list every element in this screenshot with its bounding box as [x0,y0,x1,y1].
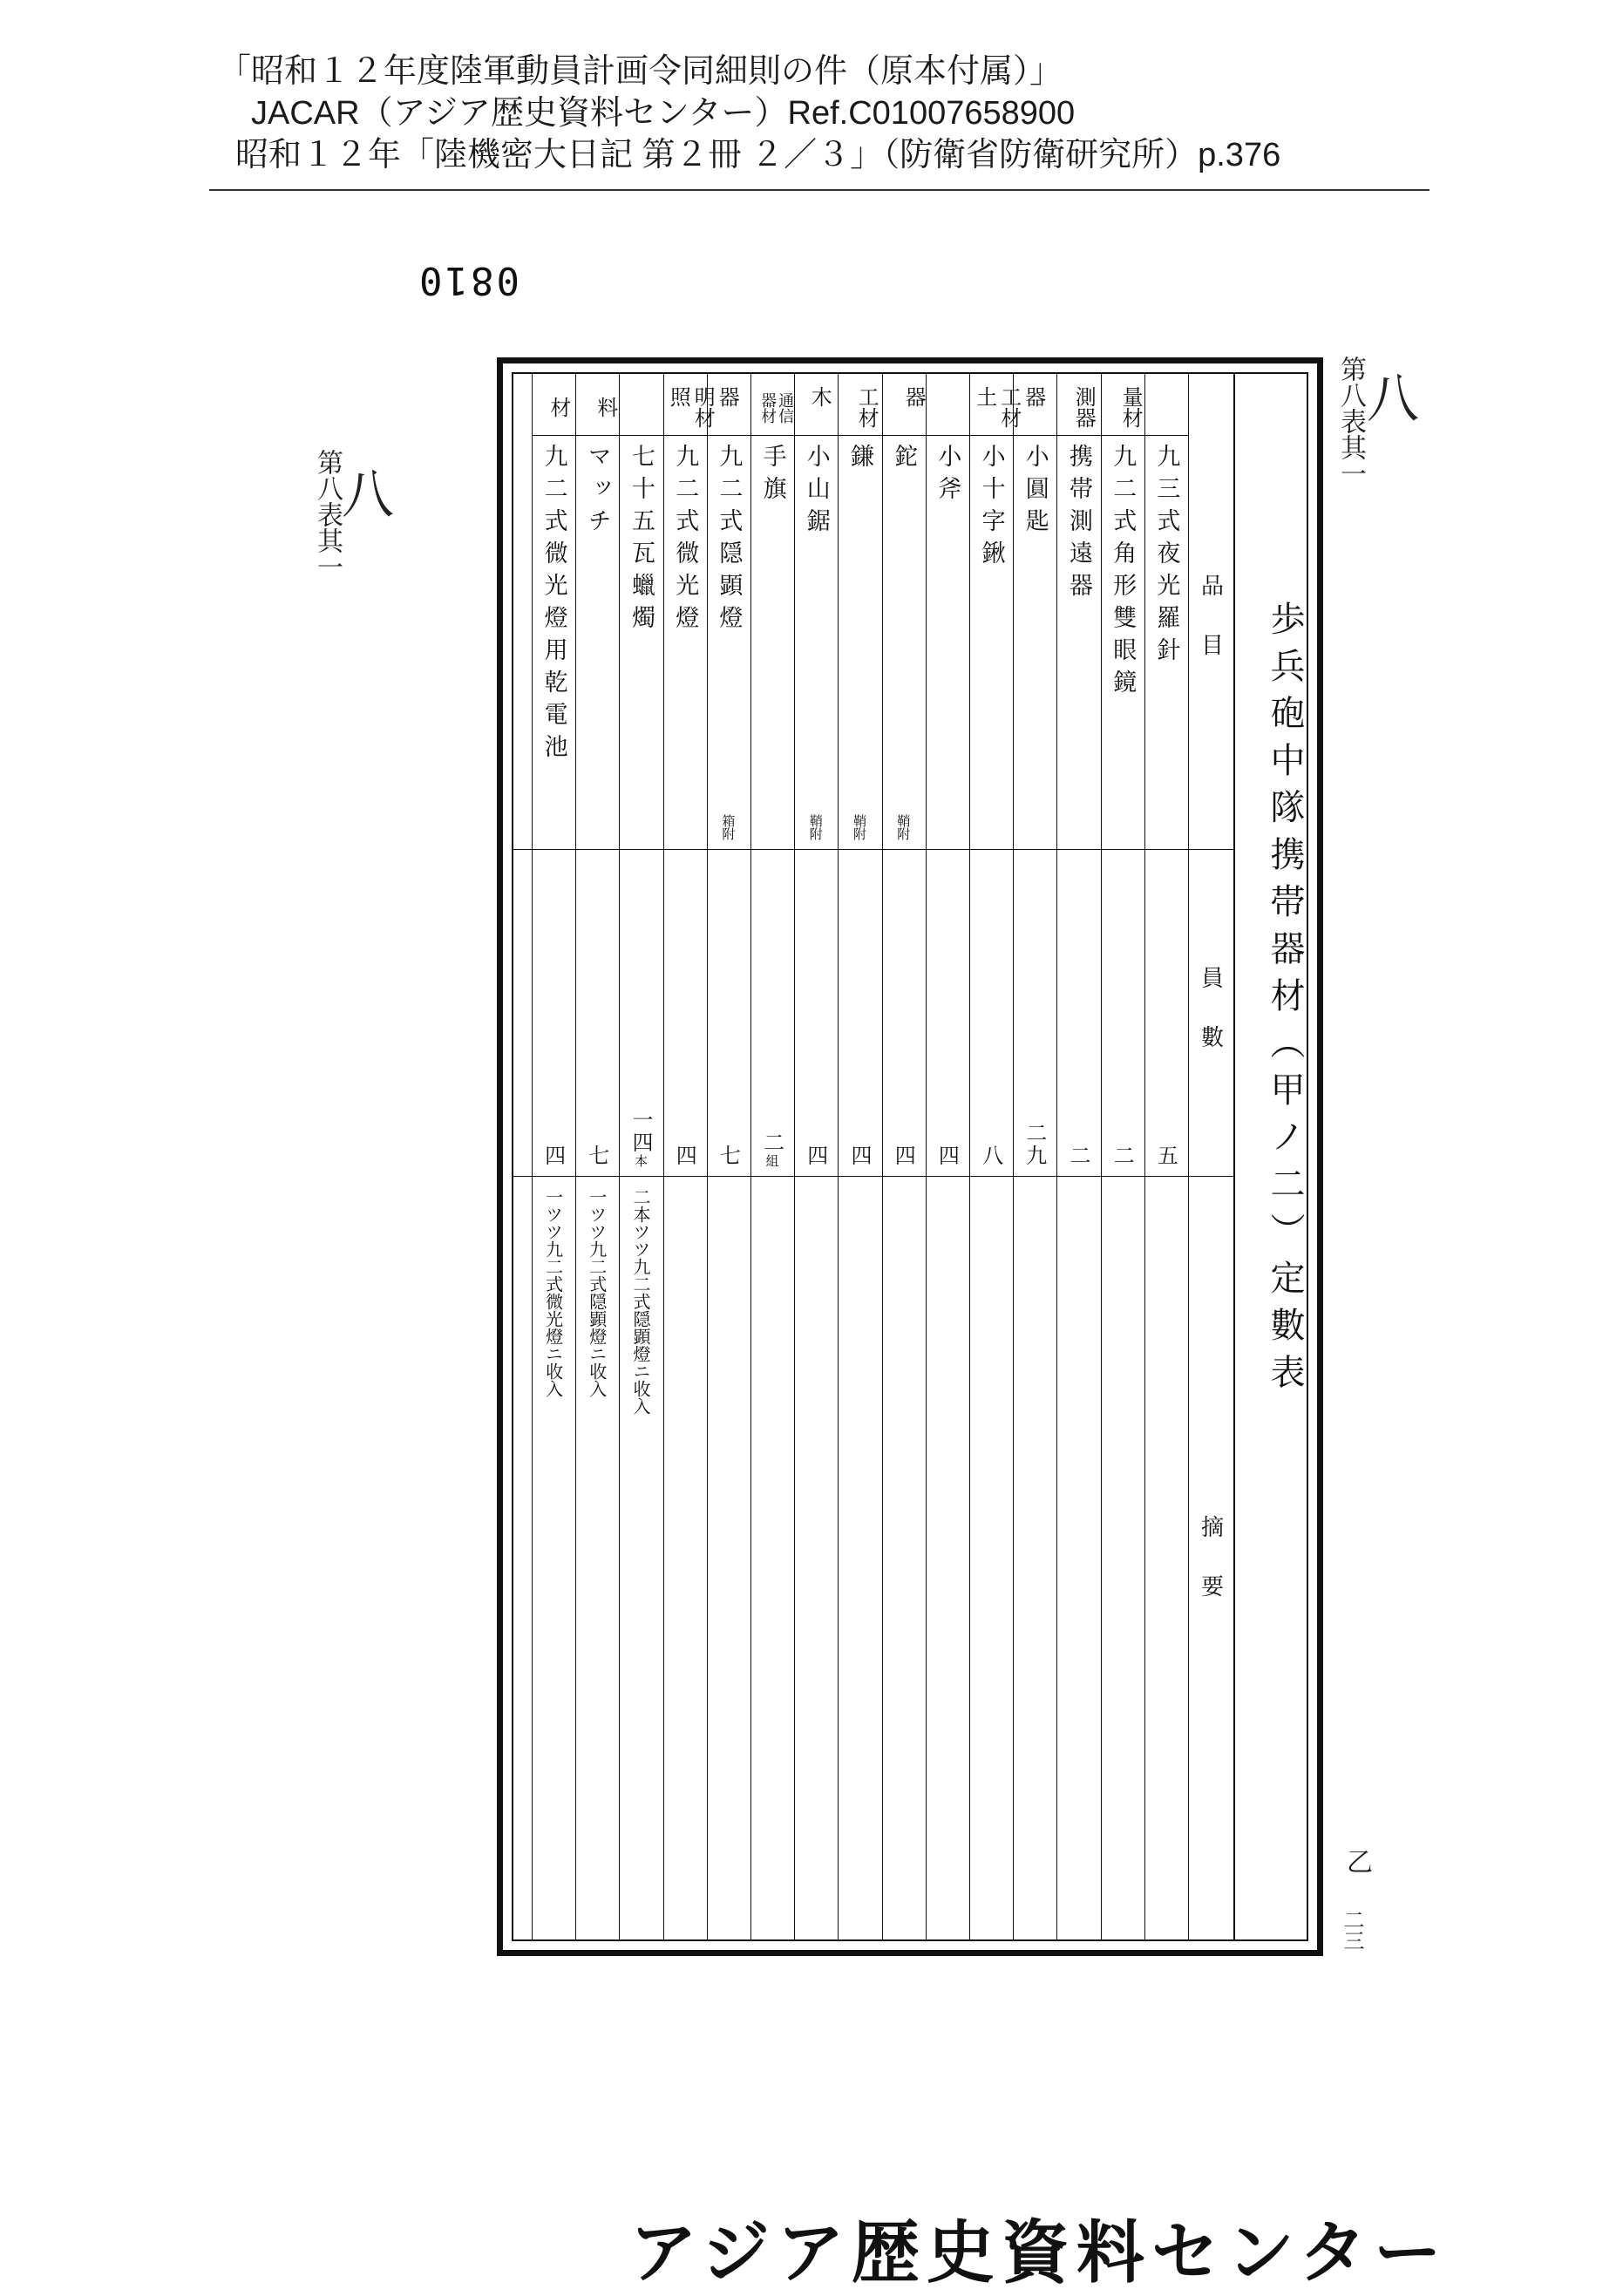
column-line [532,374,533,1939]
citation-reference: JACAR（アジア歴史資料センター）Ref.C01007658900 [251,95,1076,132]
item-name [756,444,789,840]
group-band-line [794,435,969,436]
quantity-value: 四 [672,1145,697,1167]
item-sub-label: 鞘附 [851,814,867,840]
item-remark: 二本ツツ九二式隠顕燈ニ收入 [629,1188,651,1415]
item-name [974,444,1008,840]
item-name [669,444,702,840]
item-name-text: マッチ [583,444,611,540]
item-name [581,444,614,840]
item-name [887,444,920,840]
item-quantity [886,858,922,1167]
left-hand-mark: 八 [342,465,394,526]
item-name [712,444,745,840]
citation-source: 昭和１２年「陸機密大日記 第２冊 ２／３」（防衛省防衛研究所）p.376 [235,137,1281,173]
item-name-text: 小斧 [934,444,961,508]
quantity-unit: 組 [764,1154,780,1167]
header-qty-label: 員 數 [1197,966,1224,1055]
item-sub-label: 鞘附 [895,814,912,840]
item-qty-separator [513,849,1233,850]
item-quantity [1104,858,1141,1167]
item-quantity [929,858,966,1167]
right-margin-code: 乙 [1341,1848,1372,1874]
column-line [969,374,970,1939]
item-sub-label: 箱附 [720,814,737,840]
group-label: 木工器材 [811,385,953,431]
item-sub-label: 鞘附 [807,814,824,840]
item-name [1062,444,1095,840]
column-line [707,374,708,1939]
item-name [931,444,964,840]
footer-brand: アジア歴史資料センター [629,2214,1449,2293]
group-band-line [750,435,794,436]
document-title: 歩兵砲中隊携帯器材（甲ノ二）定數表 [1265,601,1305,1401]
quantity-value: 一四 [628,1109,653,1154]
citation-header [218,51,1280,176]
item-quantity [973,858,1009,1167]
item-quantity [535,858,572,1167]
column-line [619,374,620,1939]
group-band-line [532,435,663,436]
item-quantity [754,858,791,1167]
header-remarks-label: 摘 要 [1197,1515,1224,1604]
column-line [575,374,576,1939]
quantity-value: 七 [584,1145,609,1167]
item-quantity [1148,858,1185,1167]
item-quantity [1016,858,1053,1167]
item-quantity [579,858,615,1167]
quantity-value: 二九 [1022,1122,1047,1167]
quantity-value: 二 [1110,1145,1135,1167]
item-name-text: 小山鋸 [802,444,830,540]
qty-remarks-separator [513,1176,1233,1177]
right-margin-note: 第八表其一 [1335,356,1366,486]
quantity-value: 二 [1065,1145,1090,1167]
group-band-line [663,435,750,436]
right-hand-mark: 八 [1367,369,1419,430]
item-name-text: 九二式隠顕燈 [715,444,743,637]
item-name [1106,444,1139,840]
document-sheet [497,357,1323,1956]
group-label: 材料 [550,396,645,420]
item-remark: 一ツツ九二式微光燈ニ收入 [542,1188,564,1397]
item-name-text: 携帯測遠器 [1064,444,1092,605]
header-column-line [1188,374,1189,1939]
quantity-value: 五 [1153,1145,1178,1167]
item-name-text: 小十字鍬 [977,444,1005,573]
column-line [1144,374,1145,1939]
column-line [926,374,927,1939]
scan-number: 0810 [417,258,519,302]
quantity-value: 四 [934,1145,960,1167]
item-quantity [667,858,703,1167]
item-remark: 一ツツ九二式隠顕燈ニ收入 [586,1188,608,1397]
item-name-text: 手旗 [758,444,786,508]
item-name [1018,444,1051,840]
quantity-value: 四 [891,1145,916,1167]
quantity-value: 八 [978,1145,1003,1167]
column-line [1056,374,1057,1939]
item-name-text: 小圓匙 [1021,444,1049,540]
group-label: 土工器材 [976,385,1050,431]
item-name [799,444,832,840]
item-name [1150,444,1183,840]
item-quantity [1060,858,1097,1167]
quantity-value: 四 [846,1145,872,1167]
column-line [838,374,839,1939]
item-quantity [798,858,834,1167]
citation-title: 「昭和１２年度陸軍動員計画令同細則の件（原本付属）」 [218,53,1063,90]
item-quantity [841,858,878,1167]
item-name-text: 九二式微光燈 [671,444,699,637]
group-label: 照明器材 [669,385,744,431]
title-separator [1233,374,1235,1939]
quantity-value: 四 [803,1145,828,1167]
item-name-text: 鎌 [845,444,873,476]
quantity-value: 四 [540,1145,566,1167]
column-line [1101,374,1102,1939]
group-label: 通信器材 [758,392,795,424]
quantity-value: 二 [759,1131,784,1154]
column-line [1013,374,1014,1939]
group-label: 測量器材 [1075,385,1170,431]
column-line [750,374,751,1939]
quantity-value: 七 [716,1145,741,1167]
item-name [537,444,570,840]
column-line [882,374,883,1939]
column-line [663,374,664,1939]
item-name-text: 九二式角形雙眼鏡 [1109,444,1137,702]
item-name-text: 七十五瓦蠟燭 [627,444,655,637]
item-quantity [710,858,747,1167]
item-name [624,444,657,840]
quantity-unit: 本 [632,1154,649,1167]
right-margin-page: 二三 [1340,1909,1364,1951]
header-item-label: 品 目 [1197,574,1224,662]
header-rule [209,189,1429,191]
group-band-line [1056,435,1188,436]
column-line [794,374,795,1939]
item-name [843,444,876,840]
item-name-text: 九三式夜光羅針 [1152,444,1180,669]
left-margin-note: 第八表其一 [312,449,343,580]
equipment-table [512,372,1308,1941]
item-name-text: 九二式微光燈用乾電池 [540,444,567,766]
item-quantity [622,858,659,1167]
item-name-text: 鉈 [890,444,918,476]
group-band-line [969,435,1056,436]
